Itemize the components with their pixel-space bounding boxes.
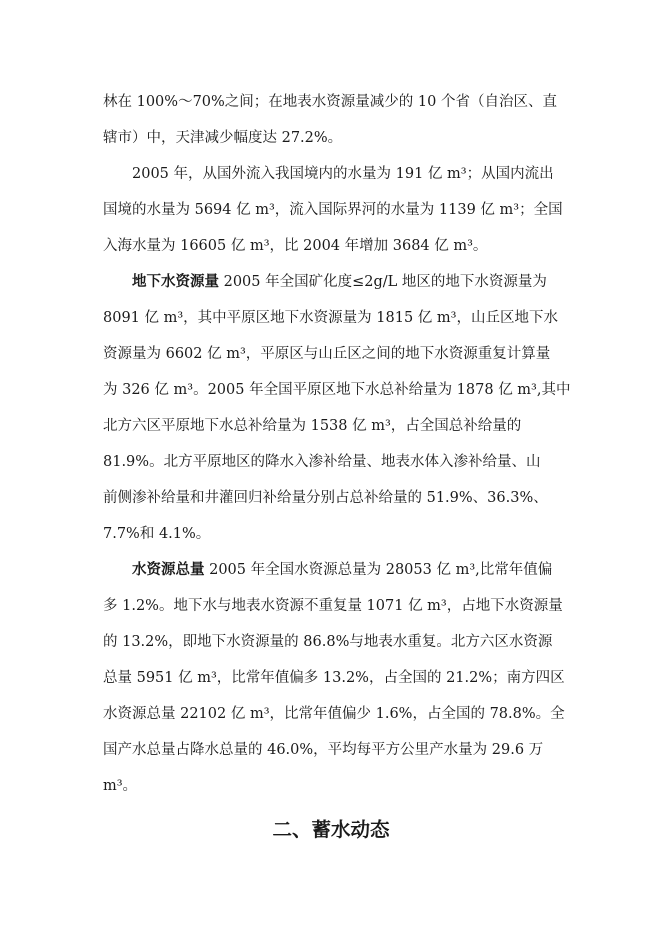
text-segment: 2005 年全国矿化度≤2g/L 地区的地下水资源量为 [219,274,547,290]
text-line [103,552,563,588]
text-line [103,264,563,300]
text-line: 北方六区平原地下水总补给量为 1538 亿 m³，占全国总补给量的 [103,418,522,434]
paragraph-groundwater-resources [103,264,571,552]
text-line: 的 13.2%，即地下水资源量的 86.8%与地表水重复。北方六区水资源 [103,634,553,650]
text-segment: 2005 年全国水资源总量为 28053 亿 m³,比常年值偏 [204,562,553,578]
text-line: 为 326 亿 m³。2005 年全国平原区地下水总补给量为 1878 亿 m³,其中 [103,382,571,398]
text-line: 林在 100%～70%之间；在地表水资源量减少的 10 个省（自治区、直 [103,94,557,110]
text-line: 多 1.2%。地下水与地表水资源不重复量 1071 亿 m³，占地下水资源量 [103,598,563,614]
document-body [103,84,571,804]
text-line: 前侧渗补给量和井灌回归补给量分别占总补给量的 51.9%、36.3%、 [103,490,548,506]
paragraph-surface-water-provinces [103,84,563,156]
text-line: 国产水总量占降水总量的 46.0%，平均每平方公里产水量为 29.6 万 [103,742,544,758]
text-line: 2005 年，从国外流入我国境内的水量为 191 亿 m³；从国内流出 [132,166,554,182]
text-line: 水资源总量 22102 亿 m³，比常年值偏少 1.6%，占全国的 78.8%。全 [103,706,565,722]
paragraph-inflow-outflow [103,156,563,264]
paragraph-total-water-resources [103,552,563,804]
text-line: 81.9%。北方平原地区的降水入渗补给量、地表水体入渗补给量、山 [103,454,541,470]
text-line: m³。 [103,778,138,794]
text-line: 8091 亿 m³，其中平原区地下水资源量为 1815 亿 m³，山丘区地下水 [103,310,558,326]
text-line: 资源量为 6602 亿 m³，平原区与山丘区之间的地下水资源重复计算量 [103,346,551,362]
text-line: 入海水量为 16605 亿 m³，比 2004 年增加 3684 亿 m³。 [103,238,488,254]
term-groundwater-resources: 地下水资源量 [132,274,219,290]
text-line: 7.7%和 4.1%。 [103,526,211,542]
text-line: 国境的水量为 5694 亿 m³，流入国际界河的水量为 1139 亿 m³；全国 [103,202,563,218]
text-line: 辖市）中，天津减少幅度达 27.2%。 [103,130,343,146]
section-heading: 二、蓄水动态 [272,818,390,841]
text-line: 总量 5951 亿 m³，比常年值偏多 13.2%，占全国的 21.2%；南方四区 [103,670,565,686]
term-total-water-resources: 水资源总量 [132,562,205,578]
